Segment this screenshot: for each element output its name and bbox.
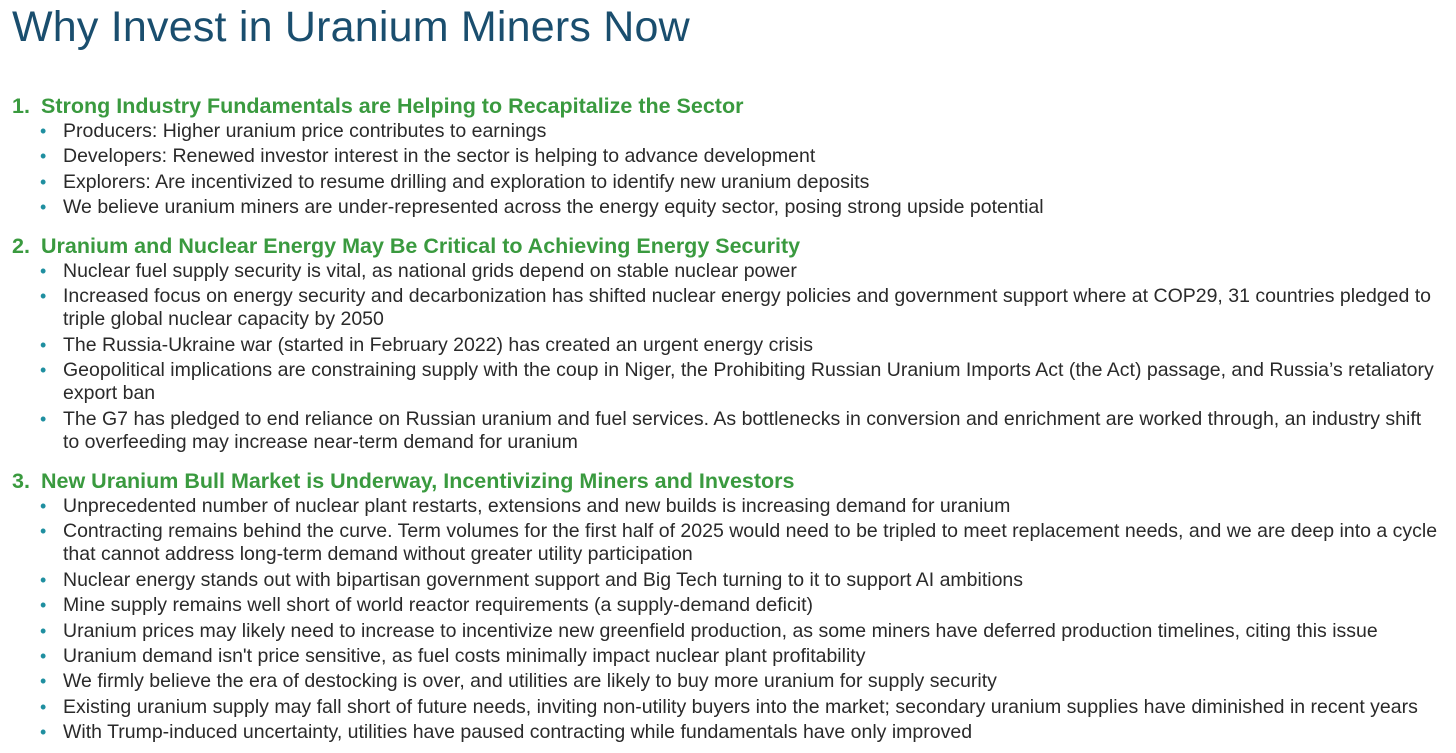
bullet-text: Producers: Higher uranium price contributes to earnings bbox=[63, 120, 547, 142]
bullet-text: Mine supply remains well short of world reactor requirements (a supply-demand deficit) bbox=[63, 594, 813, 617]
bullet-icon: • bbox=[40, 521, 47, 542]
bullet-icon: • bbox=[40, 334, 47, 355]
bullet-icon: • bbox=[40, 722, 47, 743]
list-item bbox=[0, 721, 1456, 744]
bullet-icon: • bbox=[40, 261, 47, 281]
bullet-icon: • bbox=[40, 645, 47, 666]
section-3 bbox=[0, 467, 1456, 747]
list-item bbox=[0, 645, 1456, 668]
bullet-icon: • bbox=[40, 286, 47, 307]
list-item bbox=[0, 569, 1456, 592]
list-item bbox=[0, 260, 1456, 283]
section-heading bbox=[0, 232, 1456, 260]
section-number: 2. bbox=[12, 234, 30, 258]
bullet-text: Existing uranium supply may fall short of future needs, inviting non-utility buyers into the market; secondary uranium supplies have diminished in recent years bbox=[63, 695, 1418, 718]
bullet-icon: • bbox=[40, 671, 47, 692]
list-item bbox=[0, 520, 1456, 566]
bullet-text: We believe uranium miners are under-represented across the energy equity sector, posing strong upside potential bbox=[63, 196, 1044, 219]
list-item bbox=[0, 145, 1456, 168]
bullet-text: Nuclear fuel supply security is vital, as national grids depend on stable nuclear power bbox=[63, 260, 797, 282]
bullet-list bbox=[0, 120, 1456, 219]
bullet-text: Explorers: Are incentivized to resume drilling and exploration to identify new uranium deposits bbox=[63, 170, 870, 193]
list-item bbox=[0, 408, 1456, 454]
list-item bbox=[0, 171, 1456, 194]
section-heading-text: New Uranium Bull Market is Underway, Incentivizing Miners and Investors bbox=[41, 469, 795, 493]
list-item bbox=[0, 495, 1456, 518]
bullet-icon: • bbox=[40, 408, 47, 429]
bullet-text: The Russia-Ukraine war (started in February 2022) has created an urgent energy crisis bbox=[63, 333, 814, 356]
page-title: Why Invest in Uranium Miners Now bbox=[12, 3, 690, 51]
list-item bbox=[0, 334, 1456, 357]
bullet-text: Geopolitical implications are constraining supply with the coup in Niger, the Prohibiting Russian Uranium Imports Act (the Act) passage, and Russia’s retaliatory export ban bbox=[63, 359, 1434, 405]
list-item bbox=[0, 594, 1456, 617]
list-item bbox=[0, 620, 1456, 643]
bullet-text: Uranium prices may likely need to increase to incentivize new greenfield production, as some miners have deferred production timelines, citing this issue bbox=[63, 619, 1378, 642]
bullet-text: Uranium demand isn't price sensitive, as fuel costs minimally impact nuclear plant profitability bbox=[63, 644, 866, 667]
bullet-text: Nuclear energy stands out with bipartisan government support and Big Tech turning to it to support AI ambitions bbox=[63, 568, 1024, 591]
bullet-icon: • bbox=[40, 171, 47, 192]
bullet-icon: • bbox=[40, 360, 47, 381]
list-item bbox=[0, 670, 1456, 693]
bullet-text: We firmly believe the era of destocking is over, and utilities are likely to buy more uranium for supply security bbox=[63, 670, 997, 693]
section-2 bbox=[0, 232, 1456, 456]
section-heading bbox=[0, 92, 1456, 120]
bullet-list bbox=[0, 260, 1456, 454]
list-item bbox=[0, 120, 1456, 143]
bullet-text: Unprecedented number of nuclear plant restarts, extensions and new builds is increasing demand for uranium bbox=[63, 495, 1011, 517]
bullet-text: The G7 has pledged to end reliance on Russian uranium and fuel services. As bottlenecks in conversion and enrichment are worked through, an industry shift to overfeeding may increase near-term demand for uranium bbox=[63, 407, 1422, 453]
bullet-text: Developers: Renewed investor interest in the sector is helping to advance development bbox=[63, 145, 816, 168]
list-item bbox=[0, 196, 1456, 219]
list-item bbox=[0, 696, 1456, 719]
section-1 bbox=[0, 92, 1456, 222]
bullet-list bbox=[0, 495, 1456, 744]
bullet-text: With Trump-induced uncertainty, utilities have paused contracting while fundamentals have only improved bbox=[63, 721, 973, 744]
bullet-icon: • bbox=[40, 595, 47, 616]
bullet-icon: • bbox=[40, 121, 47, 141]
bullet-icon: • bbox=[40, 496, 47, 516]
bullet-icon: • bbox=[40, 620, 47, 641]
section-number: 3. bbox=[12, 469, 30, 493]
bullet-icon: • bbox=[40, 569, 47, 590]
bullet-icon: • bbox=[40, 696, 47, 717]
section-number: 1. bbox=[12, 94, 30, 118]
section-heading-text: Strong Industry Fundamentals are Helping to Recapitalize the Sector bbox=[41, 94, 744, 118]
section-heading bbox=[0, 467, 1456, 495]
section-heading-text: Uranium and Nuclear Energy May Be Critical to Achieving Energy Security bbox=[41, 234, 801, 258]
list-item bbox=[0, 285, 1456, 331]
bullet-text: Contracting remains behind the curve. Term volumes for the first half of 2025 would need to be tripled to meet replacement needs, and we are deep into a cycle that cannot address long-term demand without greater utility participation bbox=[63, 520, 1438, 566]
bullet-icon: • bbox=[40, 146, 47, 167]
bullet-text: Increased focus on energy security and decarbonization has shifted nuclear energy policies and government support where at COP29, 31 countries pledged to triple global nuclear capacity by 2050 bbox=[63, 285, 1431, 331]
bullet-icon: • bbox=[40, 197, 47, 218]
list-item bbox=[0, 359, 1456, 405]
